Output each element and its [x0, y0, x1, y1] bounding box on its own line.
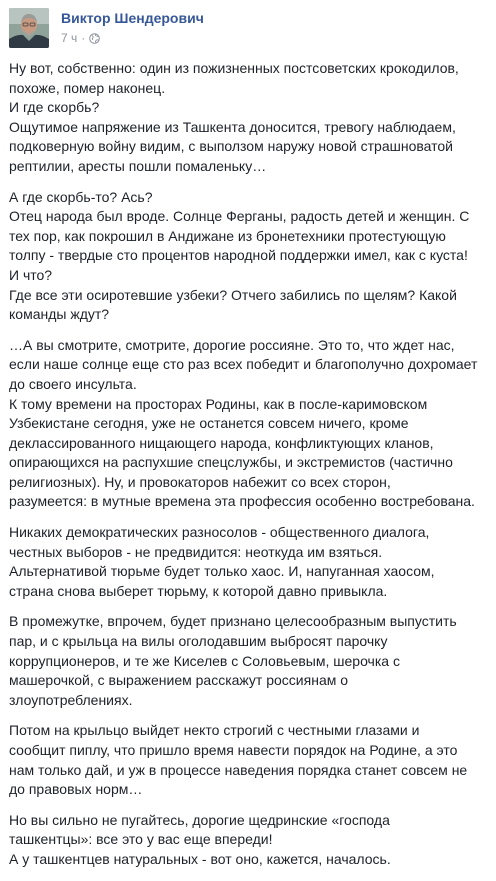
post-text-line: пар, и с крыльца на вилы оголодавшим выбросят парочку: [9, 633, 388, 650]
author-avatar[interactable]: [9, 8, 49, 48]
post-timestamp[interactable]: 7 ч: [61, 31, 78, 45]
post-text-line: нам только дай, и уж в процессе наведения порядка станет совсем не: [9, 761, 468, 778]
post-text-line: разумеется: в мутные времена эта профессия особенно востребована.: [9, 493, 475, 510]
post-text-line: злоупотреблениях.: [9, 691, 133, 708]
post-text-line: Где все эти осиротевшие узбеки? Отчего забились по щелям? Какой: [9, 286, 457, 303]
post-meta: [61, 31, 100, 45]
post-text-line: религиозных). Ну, и провокаторов набежит со всех сторон,: [9, 473, 391, 490]
post-text-line: А у ташкентцев натуральных - вот оно, кажется, началось.: [9, 850, 391, 867]
post-text-line: сообщит пиплу, что пришло время навести порядок на Родине, а это: [9, 742, 458, 758]
post-text-line: коррупционеров, и те же Киселев с Соловьевым, шерочка с: [9, 652, 400, 669]
post-text-line: И что?: [9, 266, 53, 283]
post-text-line: Никаких демократических разносолов - общественного диалога,: [9, 524, 430, 541]
post-paragraph: [9, 612, 487, 710]
post-text-line: если наше солнце еще сто раз всех победит и благополучно дохромает: [9, 356, 478, 373]
post-body: [9, 59, 487, 881]
post-text-line: Отец народа был вроде. Солнце Ферганы, радость детей и женщин. С: [9, 208, 470, 225]
post-text-line: Узбекистане сегодня, уже не останется совсем ничего, кроме: [9, 415, 409, 432]
post-text-line: Ну вот, собственно: один из пожизненных постсоветских крокодилов,: [9, 60, 459, 76]
post-text-line: А где скорбь-то? Ась?: [9, 188, 153, 205]
author-name-link[interactable]: Виктор Шендерович: [61, 10, 204, 26]
post-text-line: рептилии, аресты пошли помаленьку…: [9, 157, 267, 174]
post-text-line: К тому времени на просторах Родины, как в после-каримовском: [9, 395, 428, 412]
post-text-line: ташкентцы»: все это у вас еще впереди!: [9, 831, 273, 848]
post-text-line: до своего инсульта.: [9, 375, 137, 392]
post-text-line: подковерную войну видим, с выползом наружу новой страшноватой: [9, 138, 453, 155]
post-text-line: до правовых норм…: [9, 781, 143, 798]
post-paragraph: [9, 721, 487, 799]
post-text-line: тех пор, как покрошил в Андижане из бронетехники протестующую: [9, 227, 446, 244]
post-text-line: …А вы смотрите, смотрите, дорогие россияне. Это то, что ждет нас,: [9, 336, 455, 353]
globe-icon[interactable]: [89, 33, 100, 44]
post-paragraph: [9, 59, 487, 177]
post-header: [9, 8, 487, 52]
post-paragraph: [9, 336, 487, 512]
meta-separator: ·: [81, 31, 86, 45]
profile-photo-icon: [9, 8, 49, 48]
post-text-line: команды ждут?: [9, 306, 110, 323]
post-text-line: похоже, помер наконец.: [9, 79, 166, 96]
post-text-line: Ощутимое напряжение из Ташкента доносится, тревогу наблюдаем,: [9, 118, 456, 135]
post-paragraph: [9, 523, 487, 601]
post-text-line: Альтернативой тюрьме будет только хаос. И, напуганная хаосом,: [9, 563, 435, 580]
post-text-line: И где скорбь?: [9, 99, 100, 116]
post-text-line: В промежутке, впрочем, будет признано целесообразным выпустить: [9, 613, 457, 630]
post-text-line: страна снова выберет тюрьму, к которой давно привыкла.: [9, 582, 388, 599]
post-text-line: толпу - твердые сто процентов народной поддержки имел, как с куста!: [9, 247, 468, 264]
post-text-line: Но вы сильно не пугайтесь, дорогие щедринские «господа: [9, 811, 390, 828]
post-text-line: честных выборов - не предвидится: неоткуда им взяться.: [9, 543, 383, 560]
post-text-line: Потом на крыльцо выйдет некто строгий с честными глазами и: [9, 722, 420, 739]
post-text-line: опирающихся на распухшие спецслужбы, и экстремистов (частично: [9, 454, 453, 471]
post-paragraph: [9, 188, 487, 325]
post-text-line: деклассированного нищающего народа, конфликтующих кланов,: [9, 434, 434, 451]
post-text-line: машерочкой, с выражением расскажут россиянам о: [9, 672, 349, 689]
post-paragraph: [9, 811, 487, 870]
